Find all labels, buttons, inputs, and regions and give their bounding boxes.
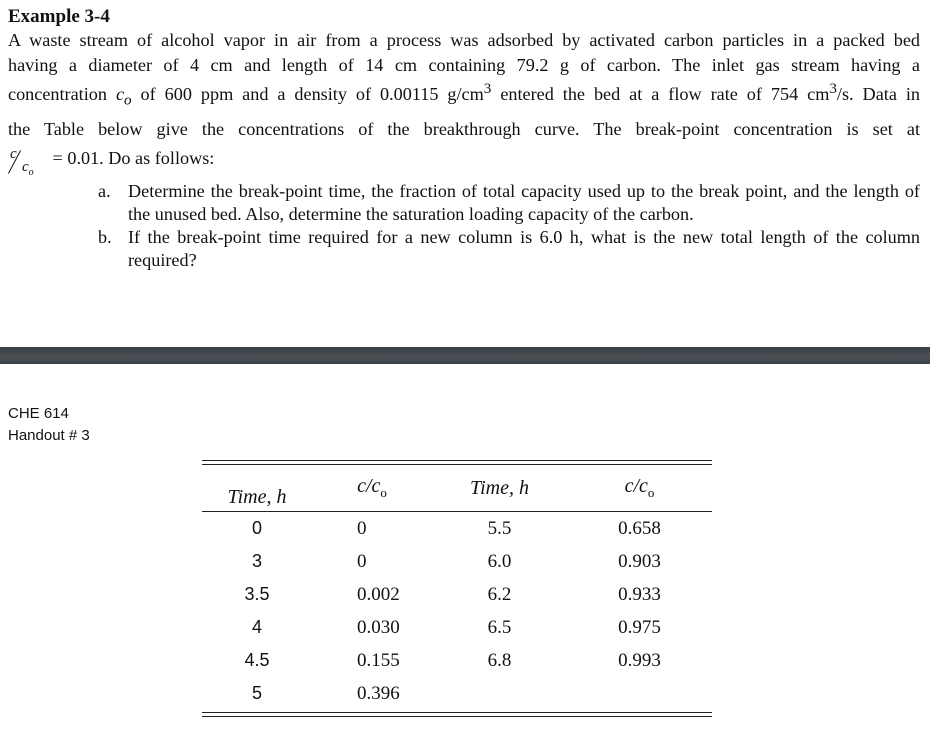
concentration-cell: 0.993 [618, 649, 661, 671]
concentration-cell: 0.002 [357, 583, 400, 605]
table-row [202, 677, 712, 710]
concentration-cell: 0.658 [618, 517, 661, 539]
problem-line-5: c $c_o$ = 0.01. Do as follows: [8, 146, 920, 172]
concentration-cell: 0 [357, 517, 367, 539]
concentration-cell: 0 [357, 550, 367, 572]
table-row [202, 545, 712, 578]
table-row [202, 644, 712, 677]
concentration-cell: 0.396 [357, 682, 400, 704]
header-time-2: Time, h [470, 476, 529, 499]
task-item: a. Determine the break-point time, the fraction of total capacity used up to the break point, and the length of the unused bed. Also, determine the saturation loading capacity of the carbon. [98, 180, 920, 224]
time-cell: 5 [251, 683, 262, 703]
time-cell: 6.5 [487, 616, 512, 638]
table-row [202, 512, 712, 545]
example-title: Example 3-4 [8, 6, 110, 27]
handout-number: Handout # 3 [8, 427, 90, 444]
time-cell: 0 [251, 518, 262, 538]
task-item: b. If the break-point time required for a new column is 6.0 h, what is the new total length of the column required? [98, 226, 920, 270]
time-cell: 6.2 [487, 583, 512, 605]
problem-line-2: having a diameter of 4 cm and length of 14 cm containing 79.2 g of carbon. The inlet gas stream having a [8, 54, 920, 75]
header-time-1: Time, h [227, 486, 287, 508]
ratio-c-over-co: c $c_o$ [8, 146, 48, 172]
task-list [8, 180, 920, 272]
time-cell: 5.5 [487, 517, 512, 539]
header-ratio-1: $c/c_o$ [357, 475, 387, 500]
concentration-cell [567, 677, 712, 710]
time-cell: 3 [251, 551, 262, 571]
time-cell: 3.5 [244, 584, 270, 604]
problem-line-3: concentration $c_o$ of 600 ppm and a density of 0.00115 $g/cm^3$ entered the bed at a flow rate of 754 $cm^3/s$. Data in [8, 80, 920, 109]
table-bottom-rule [202, 712, 712, 717]
breakthrough-table [202, 460, 712, 717]
time-cell: 6.0 [487, 550, 512, 572]
time-cell: 6.8 [487, 649, 512, 671]
concentration-cell: 0.155 [357, 649, 400, 671]
table-row [202, 578, 712, 611]
problem-line-1: A waste stream of alcohol vapor in air from a process was adsorbed by activated carbon particles in a packed bed [8, 30, 920, 50]
concentration-cell: 0.903 [618, 550, 661, 572]
problem-statement [8, 6, 920, 272]
course-code: CHE 614 [8, 405, 69, 422]
time-cell: 4.5 [244, 650, 270, 670]
concentration-cell: 0.975 [618, 616, 661, 638]
table-body [202, 512, 712, 710]
section-divider [0, 347, 930, 364]
time-cell [432, 677, 567, 710]
problem-line-4: the Table below give the concentrations of the breakthrough curve. The break-point concentration is set at [8, 119, 920, 140]
time-cell: 4 [251, 617, 262, 637]
course-label [8, 403, 90, 447]
concentration-symbol: $c_o$ [115, 84, 132, 109]
concentration-cell: 0.030 [357, 616, 400, 638]
table-row [202, 611, 712, 644]
header-ratio-2: $c/c_o$ [624, 475, 655, 500]
concentration-cell: 0.933 [618, 583, 661, 605]
